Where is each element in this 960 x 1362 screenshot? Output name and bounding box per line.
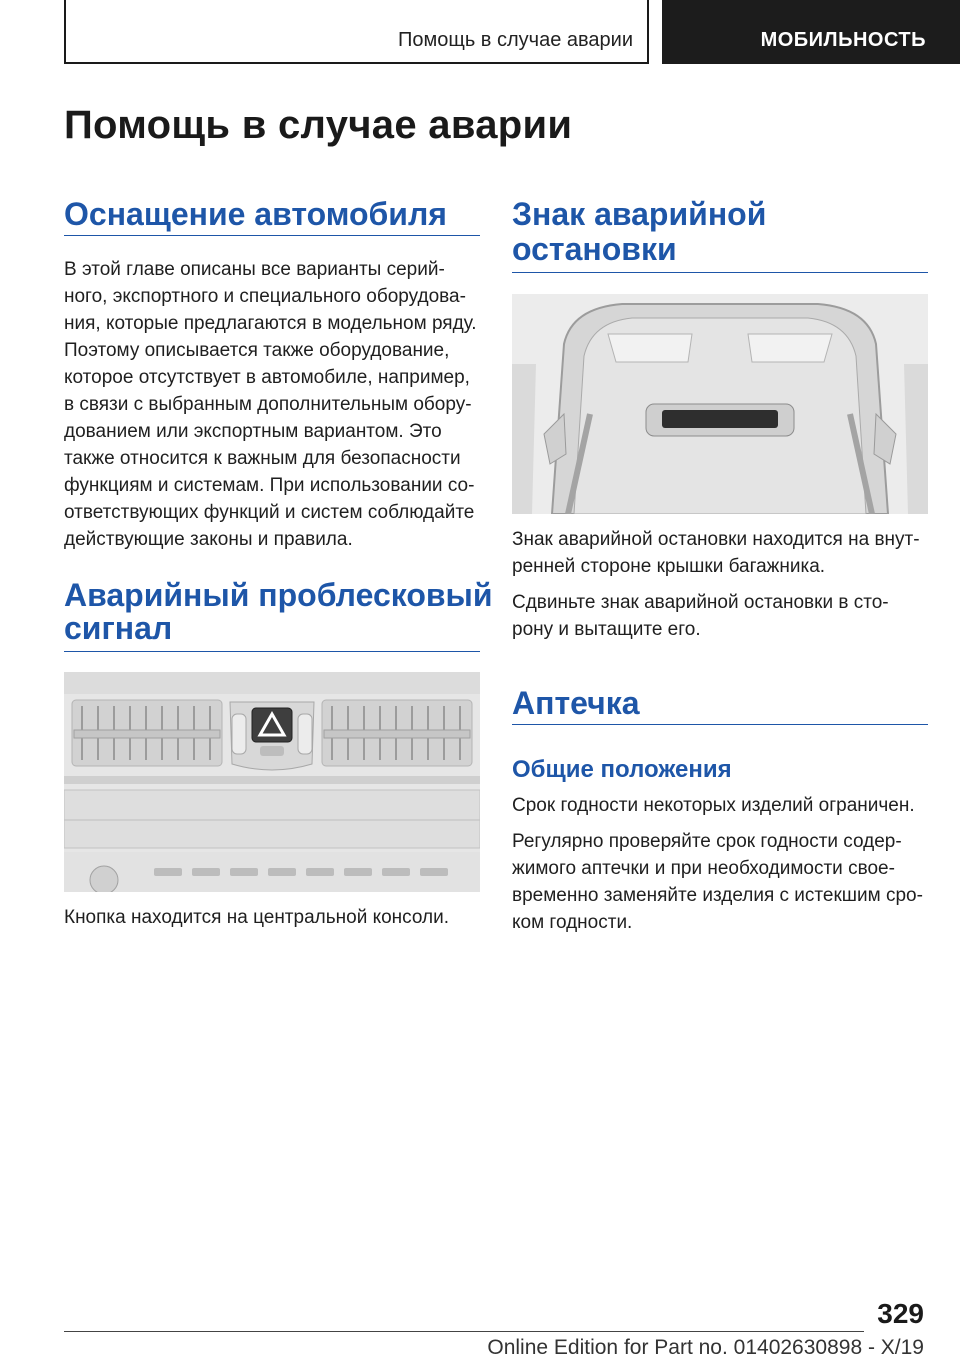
equipment-line: дованием или экспортным вариантом. Это bbox=[64, 421, 442, 442]
center-console-drawing bbox=[64, 672, 480, 892]
footer-rule bbox=[64, 1331, 864, 1332]
equipment-line: которое отсутствует в автомобиле, например, bbox=[64, 367, 470, 388]
hazard-caption: Кнопка находится на центральной консоли. bbox=[64, 907, 450, 928]
running-header-chapter-text: МОБИЛЬНОСТЬ bbox=[760, 29, 926, 51]
running-header-section-text: Помощь в случае аварии bbox=[398, 29, 633, 51]
equipment-line: ответствующих функций и систем соблюдайте bbox=[64, 502, 475, 523]
heading-rule bbox=[512, 724, 928, 725]
tailgate-drawing bbox=[512, 294, 928, 514]
equipment-line: также относится к важным для безопасности bbox=[64, 448, 461, 469]
equipment-line: ного, экспортного и специального оборудова- bbox=[64, 286, 466, 307]
heading-warning-triangle-2: остановки bbox=[512, 231, 677, 267]
first-aid-text: Срок годности некоторых изделий ограничен. bbox=[512, 795, 915, 816]
triangle-text-line: Сдвиньте знак аварийной остановки в сто- bbox=[512, 592, 889, 613]
footer-edition: Online Edition for Part no. 01402630898 - X/19 bbox=[487, 1336, 924, 1359]
heading-hazard: Аварийный проблесковый bbox=[64, 577, 493, 613]
first-aid-line: Регулярно проверяйте срок годности содер- bbox=[512, 831, 902, 852]
heading-warning-triangle: Знак аварийной bbox=[512, 196, 767, 232]
heading-first-aid: Аптечка bbox=[512, 685, 640, 721]
running-header-chapter bbox=[662, 0, 960, 64]
first-aid-line: ком годности. bbox=[512, 912, 633, 933]
equipment-line: ния, которые предлагаются в модельном ряду. bbox=[64, 313, 477, 334]
heading-rule bbox=[64, 235, 480, 236]
heading-equipment: Оснащение автомобиля bbox=[64, 196, 447, 232]
first-aid-line: жимого аптечки и при необходимости свое- bbox=[512, 858, 895, 879]
equipment-line: в связи с выбранным дополнительным обору- bbox=[64, 394, 472, 415]
equipment-line: Поэтому описывается также оборудование, bbox=[64, 340, 450, 361]
tailgate-illustration bbox=[512, 294, 928, 514]
equipment-line: В этой главе описаны все варианты серий- bbox=[64, 259, 445, 280]
running-header-section bbox=[64, 0, 649, 64]
heading-hazard-2: сигнал bbox=[64, 610, 173, 646]
page-title: Помощь в случае аварии bbox=[64, 103, 573, 147]
equipment-line: функциям и системам. При использовании со- bbox=[64, 475, 475, 496]
first-aid-line: временно заменяйте изделия с истекшим сро- bbox=[512, 885, 923, 906]
equipment-line: действующие законы и правила. bbox=[64, 529, 353, 550]
heading-rule bbox=[64, 651, 480, 652]
hazard-console-illustration bbox=[64, 672, 480, 892]
triangle-caption-line: Знак аварийной остановки находится на внут- bbox=[512, 529, 920, 550]
subheading-general: Общие положения bbox=[512, 756, 732, 783]
triangle-caption-line: ренней стороне крышки багажника. bbox=[512, 556, 826, 577]
page-number: 329 bbox=[877, 1298, 924, 1329]
triangle-text-line: рону и вытащите его. bbox=[512, 619, 701, 640]
heading-rule bbox=[512, 272, 928, 273]
